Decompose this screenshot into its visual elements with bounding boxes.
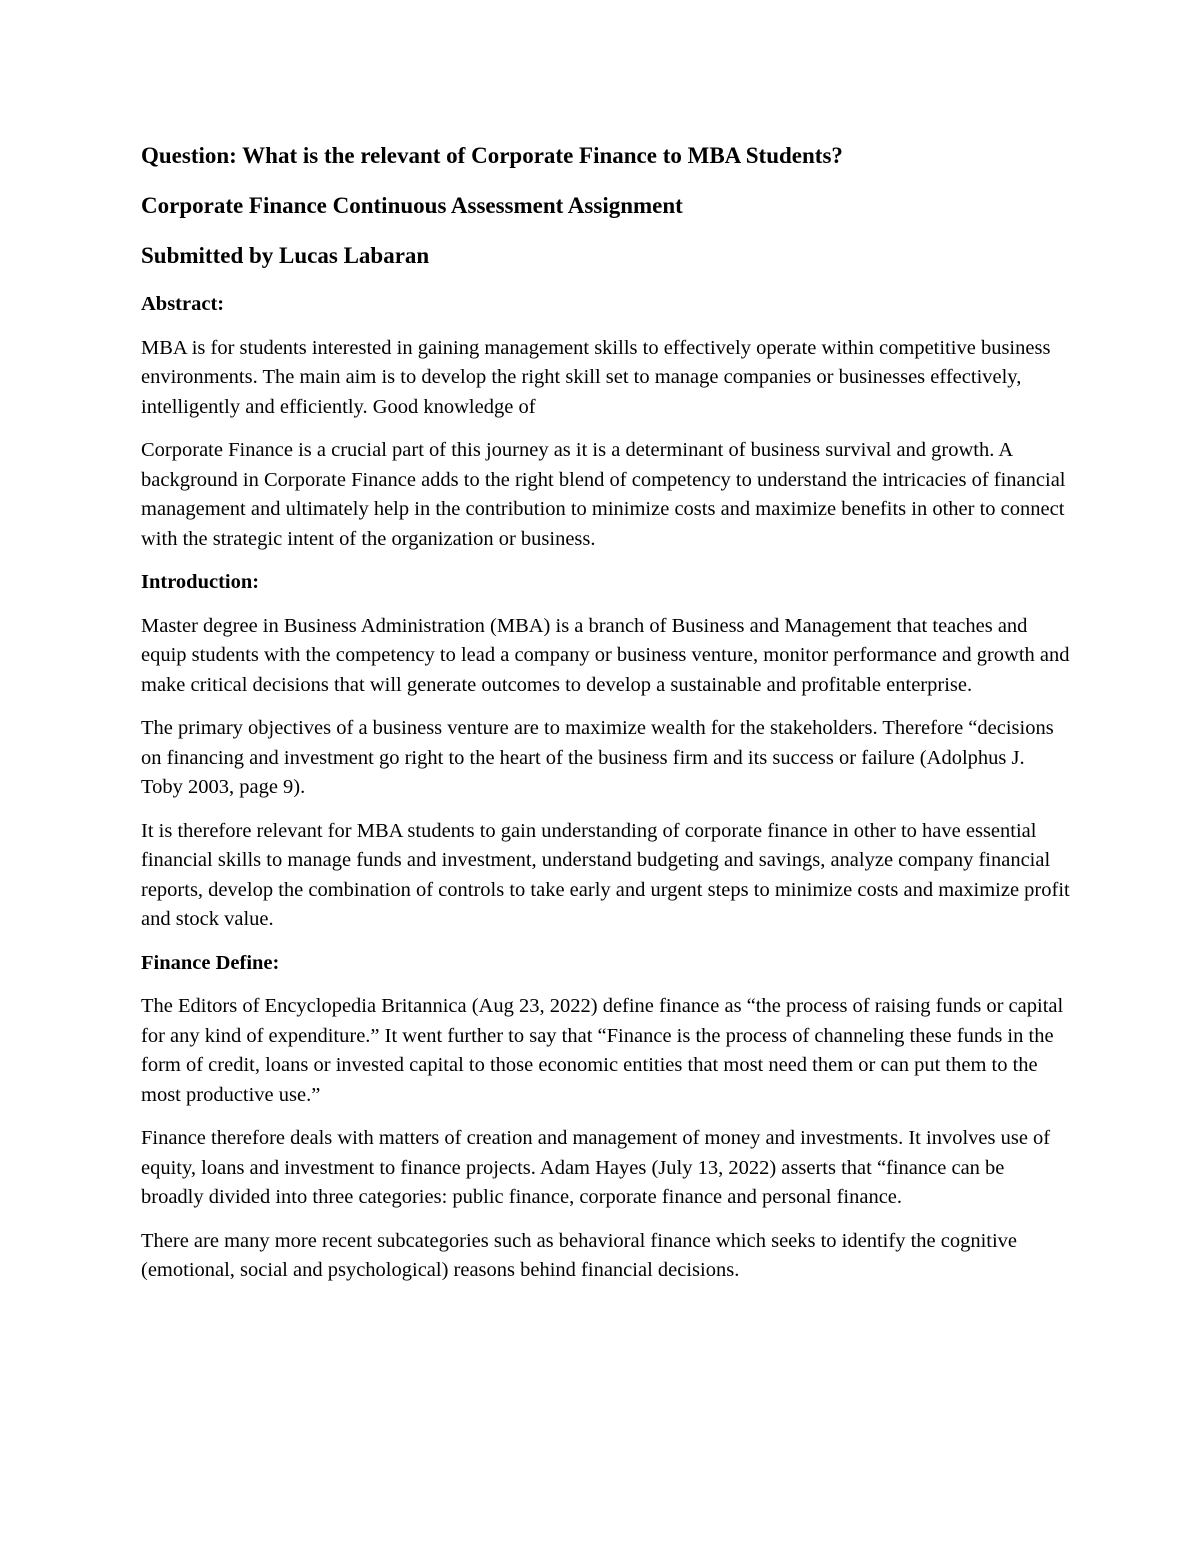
paragraph: The primary objectives of a business venture are to maximize wealth for the stakeholders. Therefore “decisions on financing and investment go right to the heart of the business firm and its success or failure (Adolphus J. Toby 2003, page 9). [141,717,1054,798]
paragraph: The Editors of Encyclopedia Britannica (Aug 23, 2022) define finance as “the process of raising funds or capital for any kind of expenditure.” It went further to say that “Finance is the process of channeling these funds in the form of credit, loans or invested capital to those economic entities that most need them or can put them to the most productive use.” [141,995,1064,1106]
paragraph: It is therefore relevant for MBA students to gain understanding of corporate finance in other to have essential financial skills to manage funds and investment, understand budgeting and savings, analyze company financial reports, develop the combination of controls to take early and urgent steps to minimize costs and maximize profit and stock value. [141,819,1070,930]
section-heading-introduction: Introduction: [141,571,260,593]
paragraph: MBA is for students interested in gaining management skills to effectively operate within competitive business environments. The main aim is to develop the right skill set to manage companies or businesses effectively, intelligently and efficiently. Good knowledge of [141,336,1051,418]
assignment-title: Corporate Finance Continuous Assessment Assignment [141,193,683,218]
author-line: Submitted by Lucas Labaran [141,243,430,268]
paragraph: Master degree in Business Administration (MBA) is a branch of Business and Management that teaches and equip students with the competency to lead a company or business venture, monitor performance and growth and make critical decisions that will generate outcomes to develop a sustainable and profitable enterprise. [141,614,1070,696]
section-heading-abstract: Abstract: [141,293,225,315]
section-heading-finance-define: Finance Define: [141,951,280,974]
paragraph: Finance therefore deals with matters of creation and management of money and investments. It involves use of equity, loans and investment to finance projects. Adam Hayes (July 13, 2022) asserts that “finance can be broadly divided into three categories: public finance, corporate finance and personal finance. [141,1127,1051,1208]
question-title: Question: What is the relevant of Corporate Finance to MBA Students? [141,143,843,168]
paragraph: Corporate Finance is a crucial part of this journey as it is a determinant of business survival and growth. A background in Corporate Finance adds to the right blend of competency to understand the intricacies of financial management and ultimately help in the contribution to minimize costs and maximize benefits in other to connect with the strategic intent of the organization or business. [141,439,1066,550]
paragraph: There are many more recent subcategories such as behavioral finance which seeks to identify the cognitive (emotional, social and psychological) reasons behind financial decisions. [141,1229,1018,1281]
